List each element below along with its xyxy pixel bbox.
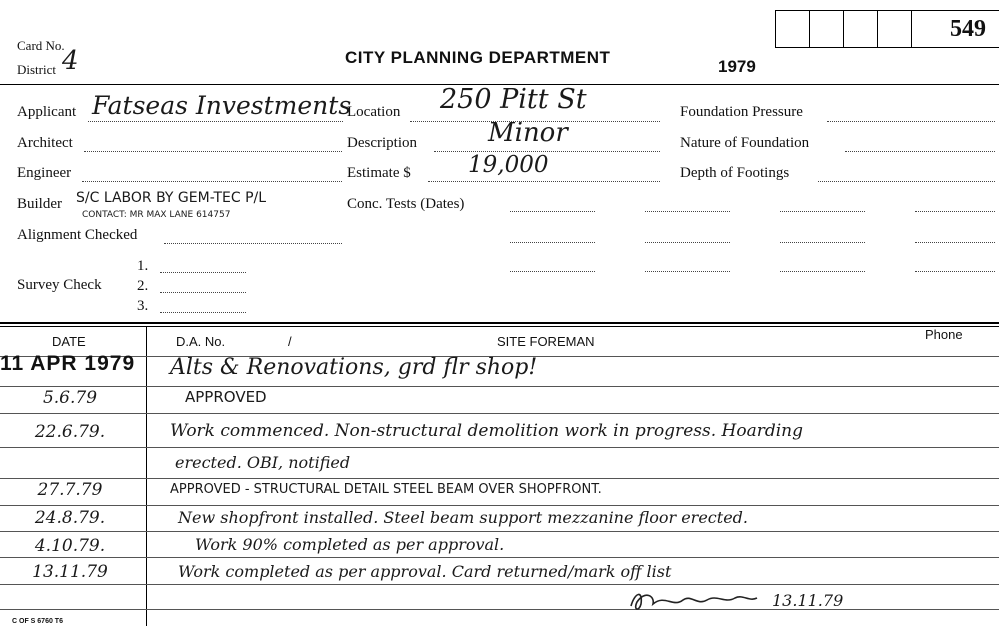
- applicant-value: Fatseas Investments: [92, 91, 352, 120]
- survey-line-1: [160, 272, 246, 273]
- number-box: [810, 11, 844, 47]
- applicant-label: Applicant: [17, 104, 77, 120]
- log-row-line: [0, 584, 999, 585]
- log-entry-text: APPROVED: [185, 388, 267, 406]
- da-header: D.A. No.: [176, 334, 226, 349]
- estimate-line: [428, 181, 660, 182]
- card-number-boxes: [775, 10, 999, 48]
- signature: [625, 586, 765, 616]
- site-foreman-header: SITE FOREMAN: [497, 334, 595, 349]
- architect-line: [84, 151, 342, 152]
- log-row-line: [0, 478, 999, 479]
- card-no-label: Card No.: [17, 38, 65, 53]
- survey-item-2: 2.: [137, 278, 149, 294]
- survey-line-3: [160, 312, 246, 313]
- architect-label: Architect: [17, 135, 73, 151]
- log-entry-text: Work completed as per approval. Card returned/mark off list: [178, 562, 672, 581]
- conc-test-line: [510, 211, 595, 212]
- form-code: C OF S 6760 T6: [12, 618, 63, 625]
- conc-test-line: [645, 211, 730, 212]
- log-date: 22.6.79.: [34, 422, 106, 442]
- log-date: 24.8.79.: [34, 508, 106, 528]
- log-date: 4.10.79.: [34, 536, 106, 556]
- conc-test-line: [645, 242, 730, 243]
- log-entry-text: Alts & Renovations, grd flr shop!: [170, 355, 538, 380]
- alignment-line: [164, 243, 342, 244]
- depth-footings-line: [818, 181, 995, 182]
- conc-test-line: [645, 271, 730, 272]
- log-date-stamp: 11 APR 1979: [0, 352, 136, 375]
- survey-label: Survey Check: [17, 277, 102, 293]
- conc-test-line: [780, 242, 865, 243]
- page-title: CITY PLANNING DEPARTMENT: [345, 48, 611, 67]
- estimate-value: 19,000: [468, 152, 549, 178]
- log-entry-text: Work commenced. Non-structural demolition work in progress. Hoarding: [170, 421, 803, 441]
- foundation-pressure-label: Foundation Pressure: [680, 104, 803, 120]
- log-entry-text: APPROVED - STRUCTURAL DETAIL STEEL BEAM OVER SHOPFRONT.: [170, 482, 602, 497]
- log-top-border: [0, 322, 999, 324]
- conc-test-line: [780, 271, 865, 272]
- conc-test-line: [915, 242, 995, 243]
- conc-test-line: [510, 271, 595, 272]
- conc-test-line: [780, 211, 865, 212]
- builder-label: Builder: [17, 196, 62, 212]
- log-entry-text: erected. OBI, notified: [175, 453, 351, 472]
- survey-line-2: [160, 292, 246, 293]
- location-value: 250 Pitt St: [440, 84, 587, 115]
- date-header: DATE: [52, 334, 86, 349]
- phone-header: Phone: [925, 327, 963, 342]
- number-box: [878, 11, 912, 47]
- date-column-divider: [146, 326, 147, 626]
- log-entry-text: New shopfront installed. Steel beam support mezzanine floor erected.: [178, 508, 748, 527]
- survey-item-1: 1.: [137, 258, 149, 274]
- estimate-label: Estimate $: [347, 165, 411, 181]
- log-row-line: [0, 557, 999, 558]
- nature-foundation-line: [845, 151, 995, 152]
- log-date: 13.11.79: [32, 562, 108, 582]
- location-label: Location: [347, 104, 401, 120]
- log-row-line: [0, 609, 999, 610]
- log-row-line: [0, 447, 999, 448]
- nature-foundation-label: Nature of Foundation: [680, 135, 810, 151]
- builder-contact: CONTACT: MR MAX LANE 614757: [82, 210, 231, 220]
- card-number: 549: [950, 15, 986, 42]
- alignment-label: Alignment Checked: [17, 227, 138, 243]
- description-value: Minor: [488, 118, 568, 148]
- district-value: 4: [62, 46, 79, 76]
- signature-date: 13.11.79: [772, 591, 844, 610]
- log-date: 5.6.79: [42, 388, 98, 408]
- depth-footings-label: Depth of Footings: [680, 165, 790, 181]
- applicant-line: [88, 121, 343, 122]
- log-row-line: [0, 531, 999, 532]
- log-top-border-2: [0, 326, 999, 327]
- log-entry-text: Work 90% completed as per approval.: [195, 535, 505, 554]
- engineer-line: [82, 181, 342, 182]
- conc-test-line: [915, 271, 995, 272]
- da-slash: /: [288, 334, 292, 349]
- engineer-label: Engineer: [17, 165, 72, 181]
- number-box: [844, 11, 878, 47]
- survey-item-3: 3.: [137, 298, 149, 314]
- log-row-line: [0, 386, 999, 387]
- log-row-line: [0, 505, 999, 506]
- district-label: District: [17, 62, 56, 77]
- number-box: [776, 11, 810, 47]
- description-label: Description: [347, 135, 417, 151]
- foundation-pressure-line: [827, 121, 995, 122]
- builder-value: S/C LABOR BY GEM-TEC P/L: [76, 190, 267, 206]
- conc-test-line: [510, 242, 595, 243]
- log-row-line: [0, 413, 999, 414]
- log-date: 27.7.79: [37, 480, 103, 500]
- conc-tests-label: Conc. Tests (Dates): [347, 196, 465, 212]
- conc-test-line: [915, 211, 995, 212]
- year-label: 1979: [718, 57, 756, 76]
